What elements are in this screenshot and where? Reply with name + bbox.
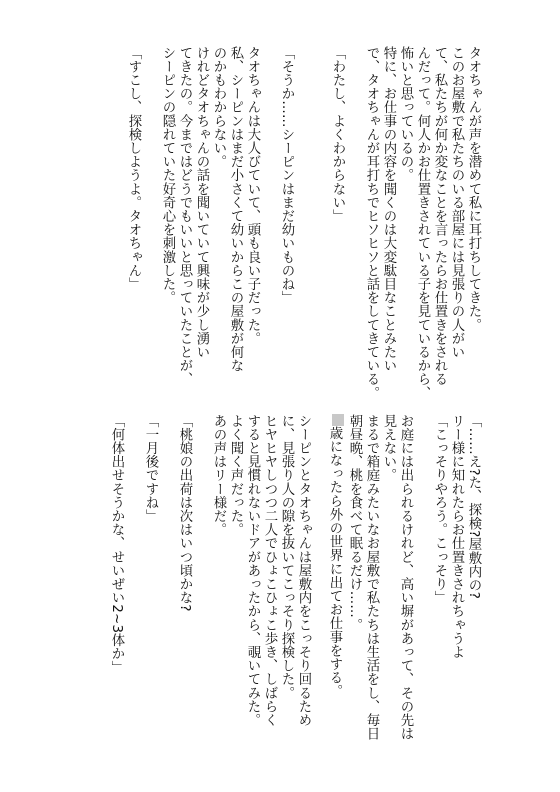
dialogue-column: 「こっそりやろう。こっそり」 — [432, 414, 447, 605]
redacted-number-mark — [332, 414, 344, 426]
text-column — [328, 414, 344, 698]
text-column: 特に、お仕事の内容を聞くのは大変駄目なことみたい — [381, 46, 396, 373]
text-column: のかもわからない。 — [211, 46, 226, 169]
dialogue-column: 「一月後ですね」 — [143, 414, 158, 523]
text-column: タオちゃんは大人びていて、頭も良い子だった。 — [245, 46, 260, 346]
text-column: に、見張り人の隙を抜いてこっそり探検した。 — [279, 414, 294, 700]
dialogue-column: 「桃娘の出荷は次はいつ頃かな? — [177, 414, 192, 612]
text-column-rest: 歳になったら外の世界に出てお仕事をする。 — [327, 426, 342, 698]
text-column: あの声はリー様だ。 — [211, 414, 226, 537]
text-column: 朝昼晩、桃を食べて眠るだけ……。 — [347, 414, 362, 632]
text-column: このお屋敷で私たちのいる部屋には見張りの人がい — [449, 46, 464, 359]
dialogue-column: 「そうか……シーピンはまだ幼いものね」 — [279, 46, 294, 305]
text-column: 怖いと思っているの。 — [398, 46, 413, 182]
text-column: てきたの。今まではどうでもいいと思っていたことが、 — [177, 46, 192, 386]
text-column: て、私たちが何か変なことを言ったらお仕置きをされる — [432, 46, 447, 386]
text-column: ヒヤヒヤしつつ二人でひょこひょこ歩き、しばらく — [262, 414, 277, 727]
text-column: 見えない。 — [381, 414, 396, 482]
dialogue-column: 「……え?た、探検?屋敷内の? — [466, 414, 481, 600]
text-column: で、タオちゃんが耳打ちでヒソヒソと話をしてきている。 — [364, 46, 379, 400]
text-column: すると見慣れないドアがあったから、覗いてみた。 — [245, 414, 260, 727]
text-column: けれどタオちゃんの話を聞いていて興味が少し湧い — [194, 46, 209, 359]
text-column: タオちゃんが声を潜めて私に耳打ちしてきた。 — [466, 46, 481, 332]
text-column: お庭には出られるけれど、高い塀があって、その先は — [398, 414, 413, 741]
dialogue-column: 「すこし、探検しようよ。タオちゃん」 — [126, 46, 141, 291]
text-column: 私、シーピンはまだ小さくて幼いからこの屋敷が何な — [228, 46, 243, 373]
dialogue-column: リー様に知れたらお仕置きされちゃうよ — [449, 414, 464, 659]
text-column: まるで箱庭みたいなお屋敷で私たちは生活をし、毎日 — [364, 414, 379, 741]
text-column: んだって。何人かお仕置きされている子を見ているから、 — [415, 46, 430, 400]
text-column: よく聞く声だった。 — [228, 414, 243, 537]
text-column: シーピンの隠れていた好奇心を刺激した。 — [160, 46, 175, 305]
dialogue-column: 「何体出せそうかな、せいぜい2~3体か」 — [109, 414, 124, 675]
dialogue-column: 「わたし、よくわからない」 — [330, 46, 345, 223]
text-column: シーピンとタオちゃんは屋敷内をこっそり回るため — [296, 414, 311, 727]
